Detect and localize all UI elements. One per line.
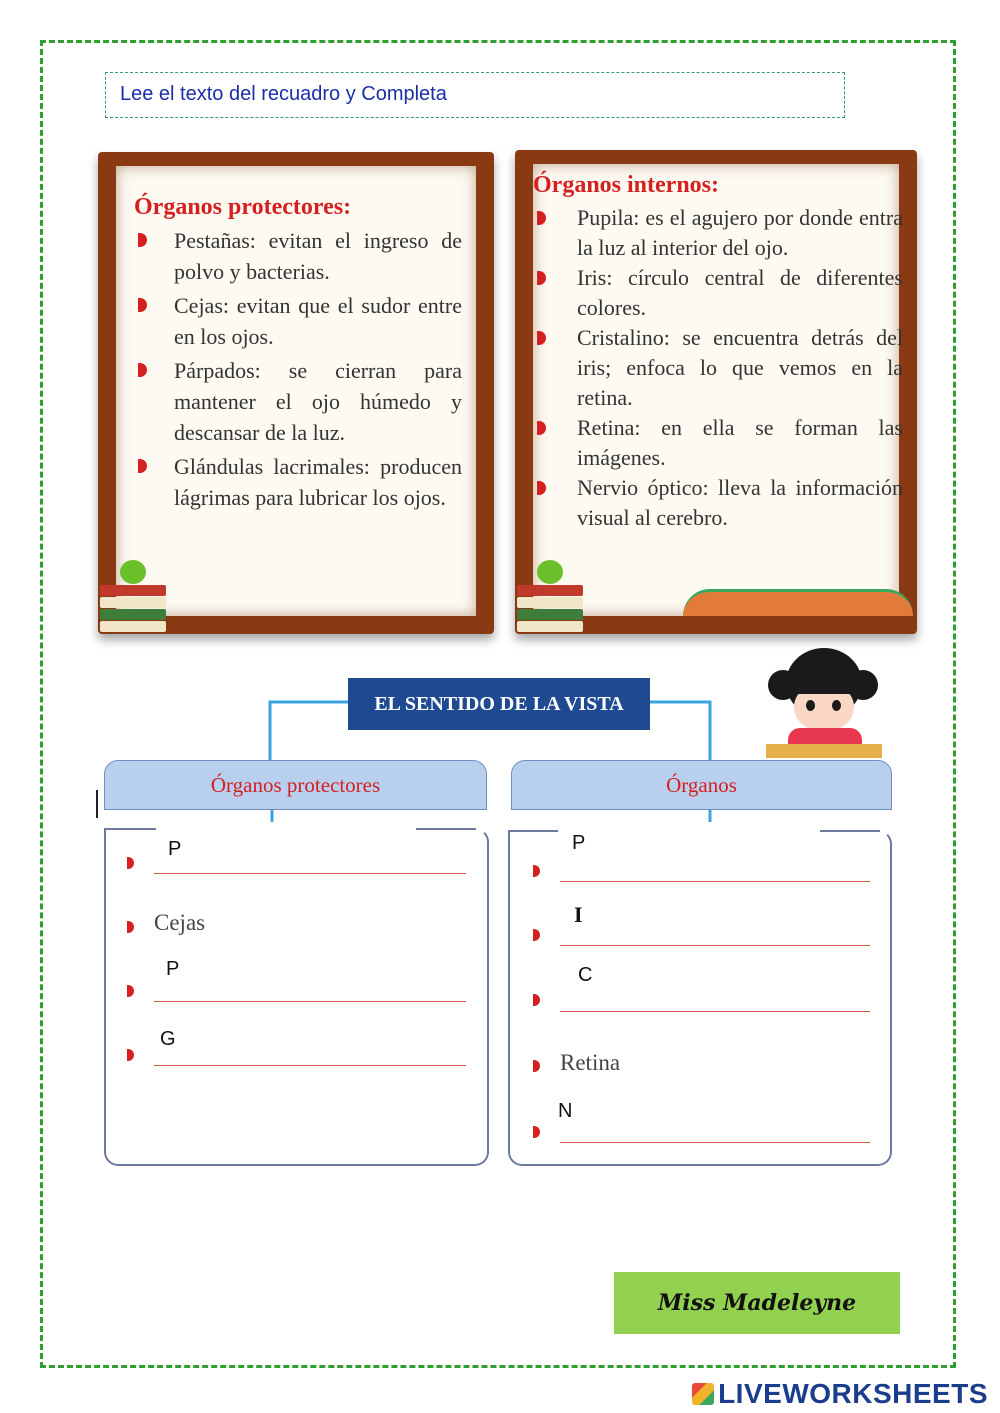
brand-icon [692, 1383, 714, 1405]
list-item: Nervio óptico: lleva la información visual al cerebro. [533, 473, 903, 533]
bullet-icon [537, 331, 546, 345]
answer-letter: P [572, 832, 586, 854]
bullet-icon [537, 211, 546, 225]
bullet-icon [138, 298, 147, 312]
board-title: Órganos protectores: [134, 194, 352, 220]
list-item: Cristalino: se encuentra detrás del iris; enfoca lo que vemos en la retina. [533, 323, 903, 413]
answer-line[interactable] [560, 1142, 870, 1143]
answer-letter: C [578, 964, 593, 986]
answer-word: Retina [560, 1050, 621, 1075]
answer-line[interactable] [154, 1065, 466, 1066]
answer-line[interactable] [154, 873, 466, 874]
brand-logo: LIVEWORKSHEETS [692, 1378, 988, 1410]
protective-organs-panel [104, 828, 489, 1166]
bullet-icon [537, 421, 546, 435]
list-item: Cejas: evitan que el sudor entre en los ojos. [134, 290, 462, 352]
answer-line[interactable] [560, 1011, 870, 1012]
board-list [134, 225, 462, 513]
answer-line[interactable] [560, 881, 870, 882]
answer-word: Cejas [154, 910, 206, 935]
books-apple-icon [100, 560, 166, 632]
protective-organs-board [98, 152, 494, 634]
list-item: Pestañas: evitan el ingreso de polvo y bacterias. [134, 225, 462, 287]
books-apple-icon [517, 560, 583, 632]
answer-letter: I [574, 902, 583, 927]
list-item: Glándulas lacrimales: producen lágrimas para lubricar los ojos. [134, 451, 462, 513]
list-item: Párpados: se cierran para mantener el ojo húmedo y descansar de la luz. [134, 355, 462, 448]
instruction-text: Lee el texto del recuadro y Completa [120, 83, 447, 105]
bullet-icon [138, 363, 147, 377]
list-item: Pupila: es el agujero por donde entra la luz al interior del ojo. [533, 203, 903, 263]
internal-organs-board [515, 150, 917, 634]
internal-organs-header: Órganos [511, 760, 892, 810]
list-item: Retina: en ella se forman las imágenes. [533, 413, 903, 473]
girl-illustration-icon [766, 648, 882, 760]
board-paper [116, 166, 476, 616]
board-title: Órganos internos: [533, 172, 719, 198]
protective-organs-header: Órganos protectores [104, 760, 487, 810]
answer-letter: P [168, 838, 182, 860]
answer-letter: N [558, 1100, 573, 1122]
teacher-signature: Miss Madeleyne [614, 1272, 900, 1334]
board-ledge [683, 589, 913, 616]
bullet-icon [138, 233, 147, 247]
answer-line[interactable] [560, 945, 870, 946]
answer-letter: P [166, 958, 180, 980]
text-cursor [96, 790, 98, 818]
answer-line[interactable] [154, 1001, 466, 1002]
map-title: EL SENTIDO DE LA VISTA [348, 678, 650, 730]
instruction-box [105, 72, 845, 118]
list-item: Iris: círculo central de diferentes colores. [533, 263, 903, 323]
bullet-icon [537, 271, 546, 285]
bullet-icon [537, 481, 546, 495]
answer-letter: G [160, 1028, 176, 1050]
board-paper [533, 164, 903, 616]
bullet-icon [138, 459, 147, 473]
board-list [533, 203, 903, 533]
